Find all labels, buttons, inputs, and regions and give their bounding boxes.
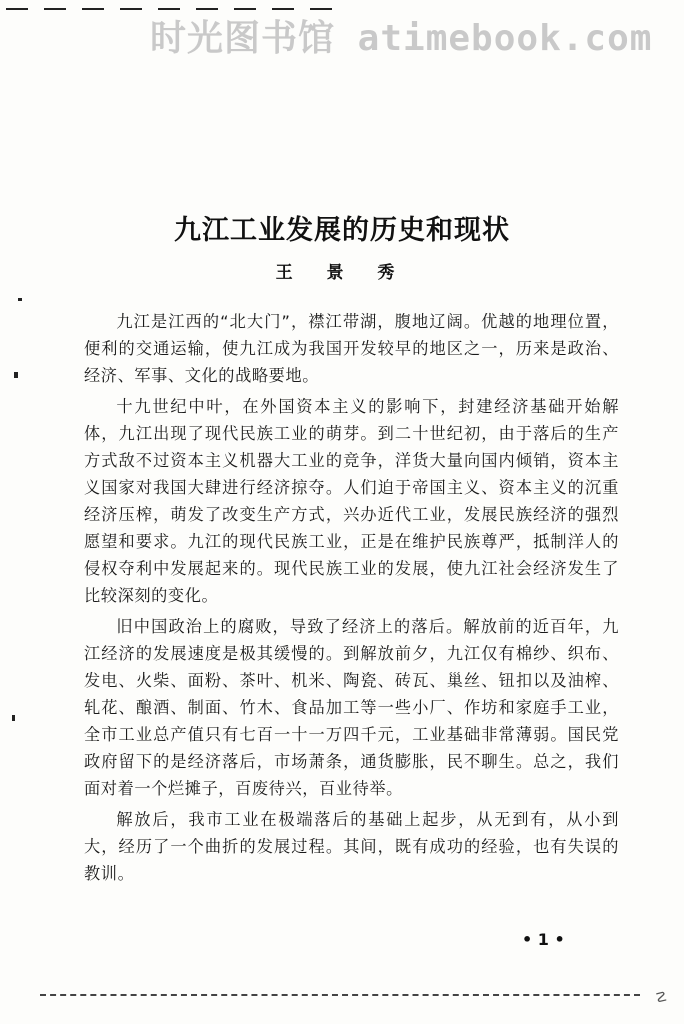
page-number: • 1 • bbox=[522, 930, 565, 949]
paragraph: 十九世纪中叶，在外国资本主义的影响下，封建经济基础开始解体，九江出现了现代民族工业的萌芽。到二十世纪初，由于落后的生产方式敌不过资本主义机器大工业的竞争，洋货大量向国内倾销，资本主义国家对我国大肆进行经济掠夺。人们迫于帝国主义、资本主义的沉重经济压榨，萌发了改变生产方式，兴办近代工业，发展民族经济的强烈愿望和要求。九江的现代民族工业，正是在维护民族尊严，抵制洋人的侵权夺利中发展起来的。现代民族工业的发展，使九江社会经济发生了比较深刻的变化。 bbox=[84, 397, 619, 605]
article-author: 王 景 秀 bbox=[275, 263, 409, 283]
corner-smudge-icon: ☡ bbox=[655, 990, 668, 1006]
margin-speck bbox=[14, 372, 18, 378]
margin-speck bbox=[18, 298, 22, 301]
paragraph: 旧中国政治上的腐败，导致了经济上的落后。解放前的近百年，九江经济的发展速度是极其缓慢的。到解放前夕，九江仅有棉纱、织布、发电、火柴、面粉、茶叶、机米、陶瓷、砖瓦、巢丝、钮扣以及油榨、轧花、酿酒、制面、竹木、食品加工等一些小厂、作坊和家庭手工业，全市工业总产值只有七百一十一万四千元，工业基础非常薄弱。国民党政府留下的是经济落后，市场萧条，通货膨胀，民不聊生。总之，我们面对着一个烂摊子，百废待兴，百业待举。 bbox=[84, 617, 619, 798]
article-body bbox=[84, 308, 619, 891]
watermark: 时光图书馆 atimebook.com bbox=[150, 18, 653, 59]
paragraph: 九江是江西的“北大门”，襟江带湖，腹地辽阔。优越的地理位置，便利的交通运输，使九江成为我国开发较早的地区之一，历来是政治、经济、军事、文化的战略要地。 bbox=[84, 312, 619, 385]
bottom-edge-rule bbox=[40, 994, 640, 996]
paragraph: 解放后，我市工业在极端落后的基础上起步，从无到有，从小到大，经历了一个曲折的发展过程。其间，既有成功的经验，也有失误的教训。 bbox=[84, 810, 619, 883]
margin-speck bbox=[12, 715, 15, 721]
article-title: 九江工业发展的历史和现状 bbox=[174, 215, 510, 247]
